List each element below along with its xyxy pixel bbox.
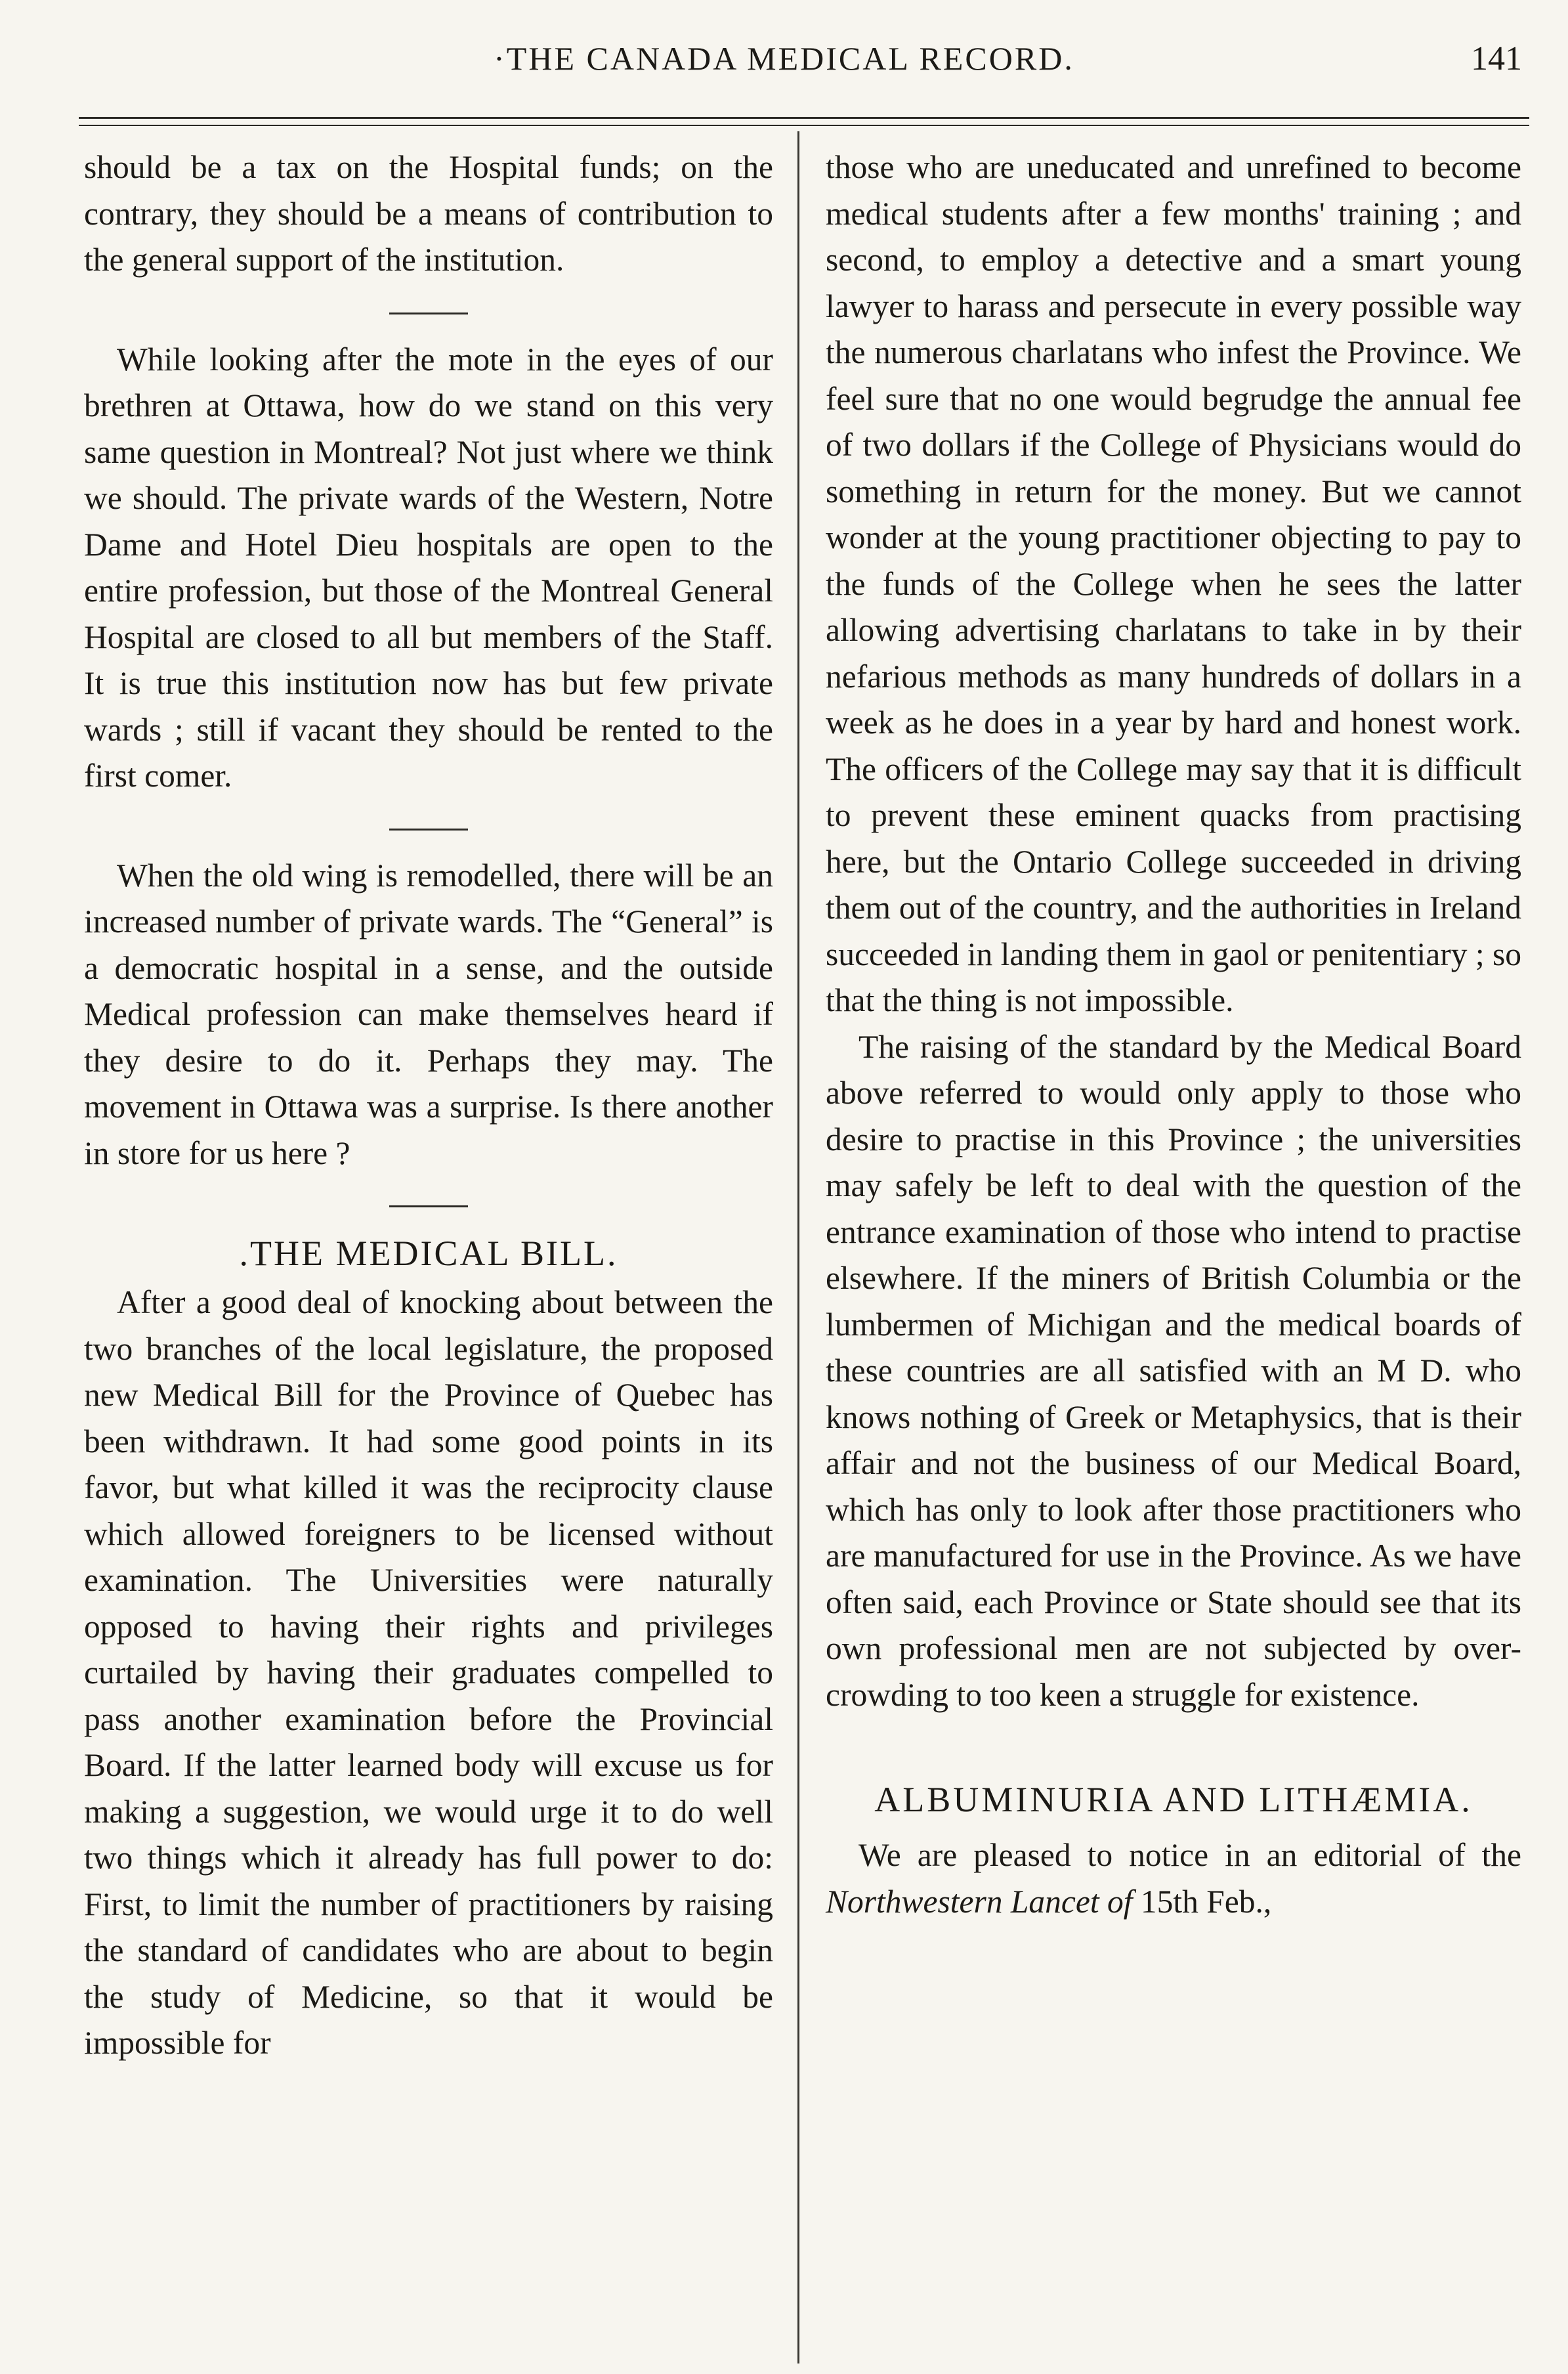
para3-of: of [1107, 1883, 1133, 1920]
section-divider [389, 1205, 468, 1207]
journal-title: Northwestern Lancet [826, 1883, 1099, 1920]
right-paragraph-3 [826, 1832, 1521, 1925]
running-title: ·THE CANADA MEDICAL RECORD. [494, 40, 1074, 77]
page-header [0, 39, 1568, 92]
section-title-medical-bill: .THE MEDICAL BILL. [239, 1234, 618, 1273]
left-paragraph-1: should be a tax on the Hospital funds; on the contrary, they should be a means of contribution to the general support of the institution. [84, 149, 773, 278]
left-column [84, 144, 773, 2067]
section-title-albuminuria: ALBUMINURIA AND LITHÆMIA. [874, 1780, 1473, 1819]
header-rule [79, 117, 1529, 119]
left-paragraph-4: After a good deal of knocking about between the two branches of the local legislature, the proposed new Medical Bill for the Province of Quebec has been withdrawn. It had some good points in its favor, but what killed it was the reciprocity clause which allowed foreigners to be licensed without examination. The Universities were naturally opposed to having their rights and privileges curtailed by having their graduates compelled to pass another examination before the Provincial Board. If the latter learned body will excuse us for making a suggestion, we would urge it to do well two things which it already has full power to do: First, to limit the number of practitioners by raising the standard of candidates who are about to begin the study of Medicine, so that it would be impossible for [84, 1284, 773, 2061]
para3-start: We are pleased to notice in an editorial of the [858, 1837, 1521, 1873]
para3-date: 15th Feb., [1140, 1883, 1272, 1920]
page-number: 141 [1471, 40, 1522, 77]
left-paragraph-2: While looking after the mote in the eyes of our brethren at Ottawa, how do we stand on this very same question in Montreal? Not just where we think we should. The private wards of the Western, Notre Dame and Hotel Dieu hospitals are open to the entire profession, but those of the Montreal General Hospital are closed to all but members of the Staff. It is true this institution now has but few private wards ; still if vacant they should be rented to the first comer. [84, 341, 773, 794]
right-paragraph-1: those who are uneducated and unrefined to become medical students after a few months' training ; and second, to employ a detective and a smart young lawyer to harass and persecute in every possible way the numerous charlatans who infest the Province. We feel sure that no one would begrudge the annual fee of two dollars if the College of Physicians would do something in return for the money. But we cannot wonder at the young practitioner objecting to pay to the funds of the College when he sees the latter allowing advertising charlatans to take in by their nefarious methods as many hundreds of dollars in a week as he does in a year by hard and honest work. The officers of the College may say that it is difficult to prevent these eminent quacks from practising here, but the Ontario College succeeded in driving them out of the country, and the authorities in Ireland succeeded in landing them in gaol or penitentiary ; so that the thing is not impossible. [826, 149, 1521, 1018]
right-paragraph-2: The raising of the standard by the Medical Board above referred to would only apply to those who desire to practise in this Province ; the universities may safely be left to deal with the question of the entrance examination of those who intend to practise elsewhere. If the miners of British Columbia or the lumbermen of Michigan and the medical boards of these countries are all satisfied with an M D. who knows nothing of Greek or Metaphysics, that is their affair and not the business of our Medical Board, which has only to look after those practitioners who are manufactured for use in the Province. As we have often said, each Province or State should see that its own professional men are not subjected by over-crowding to too keen a struggle for existence. [826, 1028, 1521, 1713]
section-divider [389, 829, 468, 831]
section-divider [389, 313, 468, 314]
header-rule-double [79, 125, 1529, 126]
column-divider [797, 131, 799, 2363]
right-column [826, 144, 1521, 1925]
left-paragraph-3: When the old wing is remodelled, there will be an increased number of private wards. The “General” is a democratic hospital in a sense, and the outside Medical profession can make themselves heard if they desire to do it. Perhaps they may. The movement in Ottawa was a surprise. Is there another in store for us here ? [84, 857, 773, 1171]
